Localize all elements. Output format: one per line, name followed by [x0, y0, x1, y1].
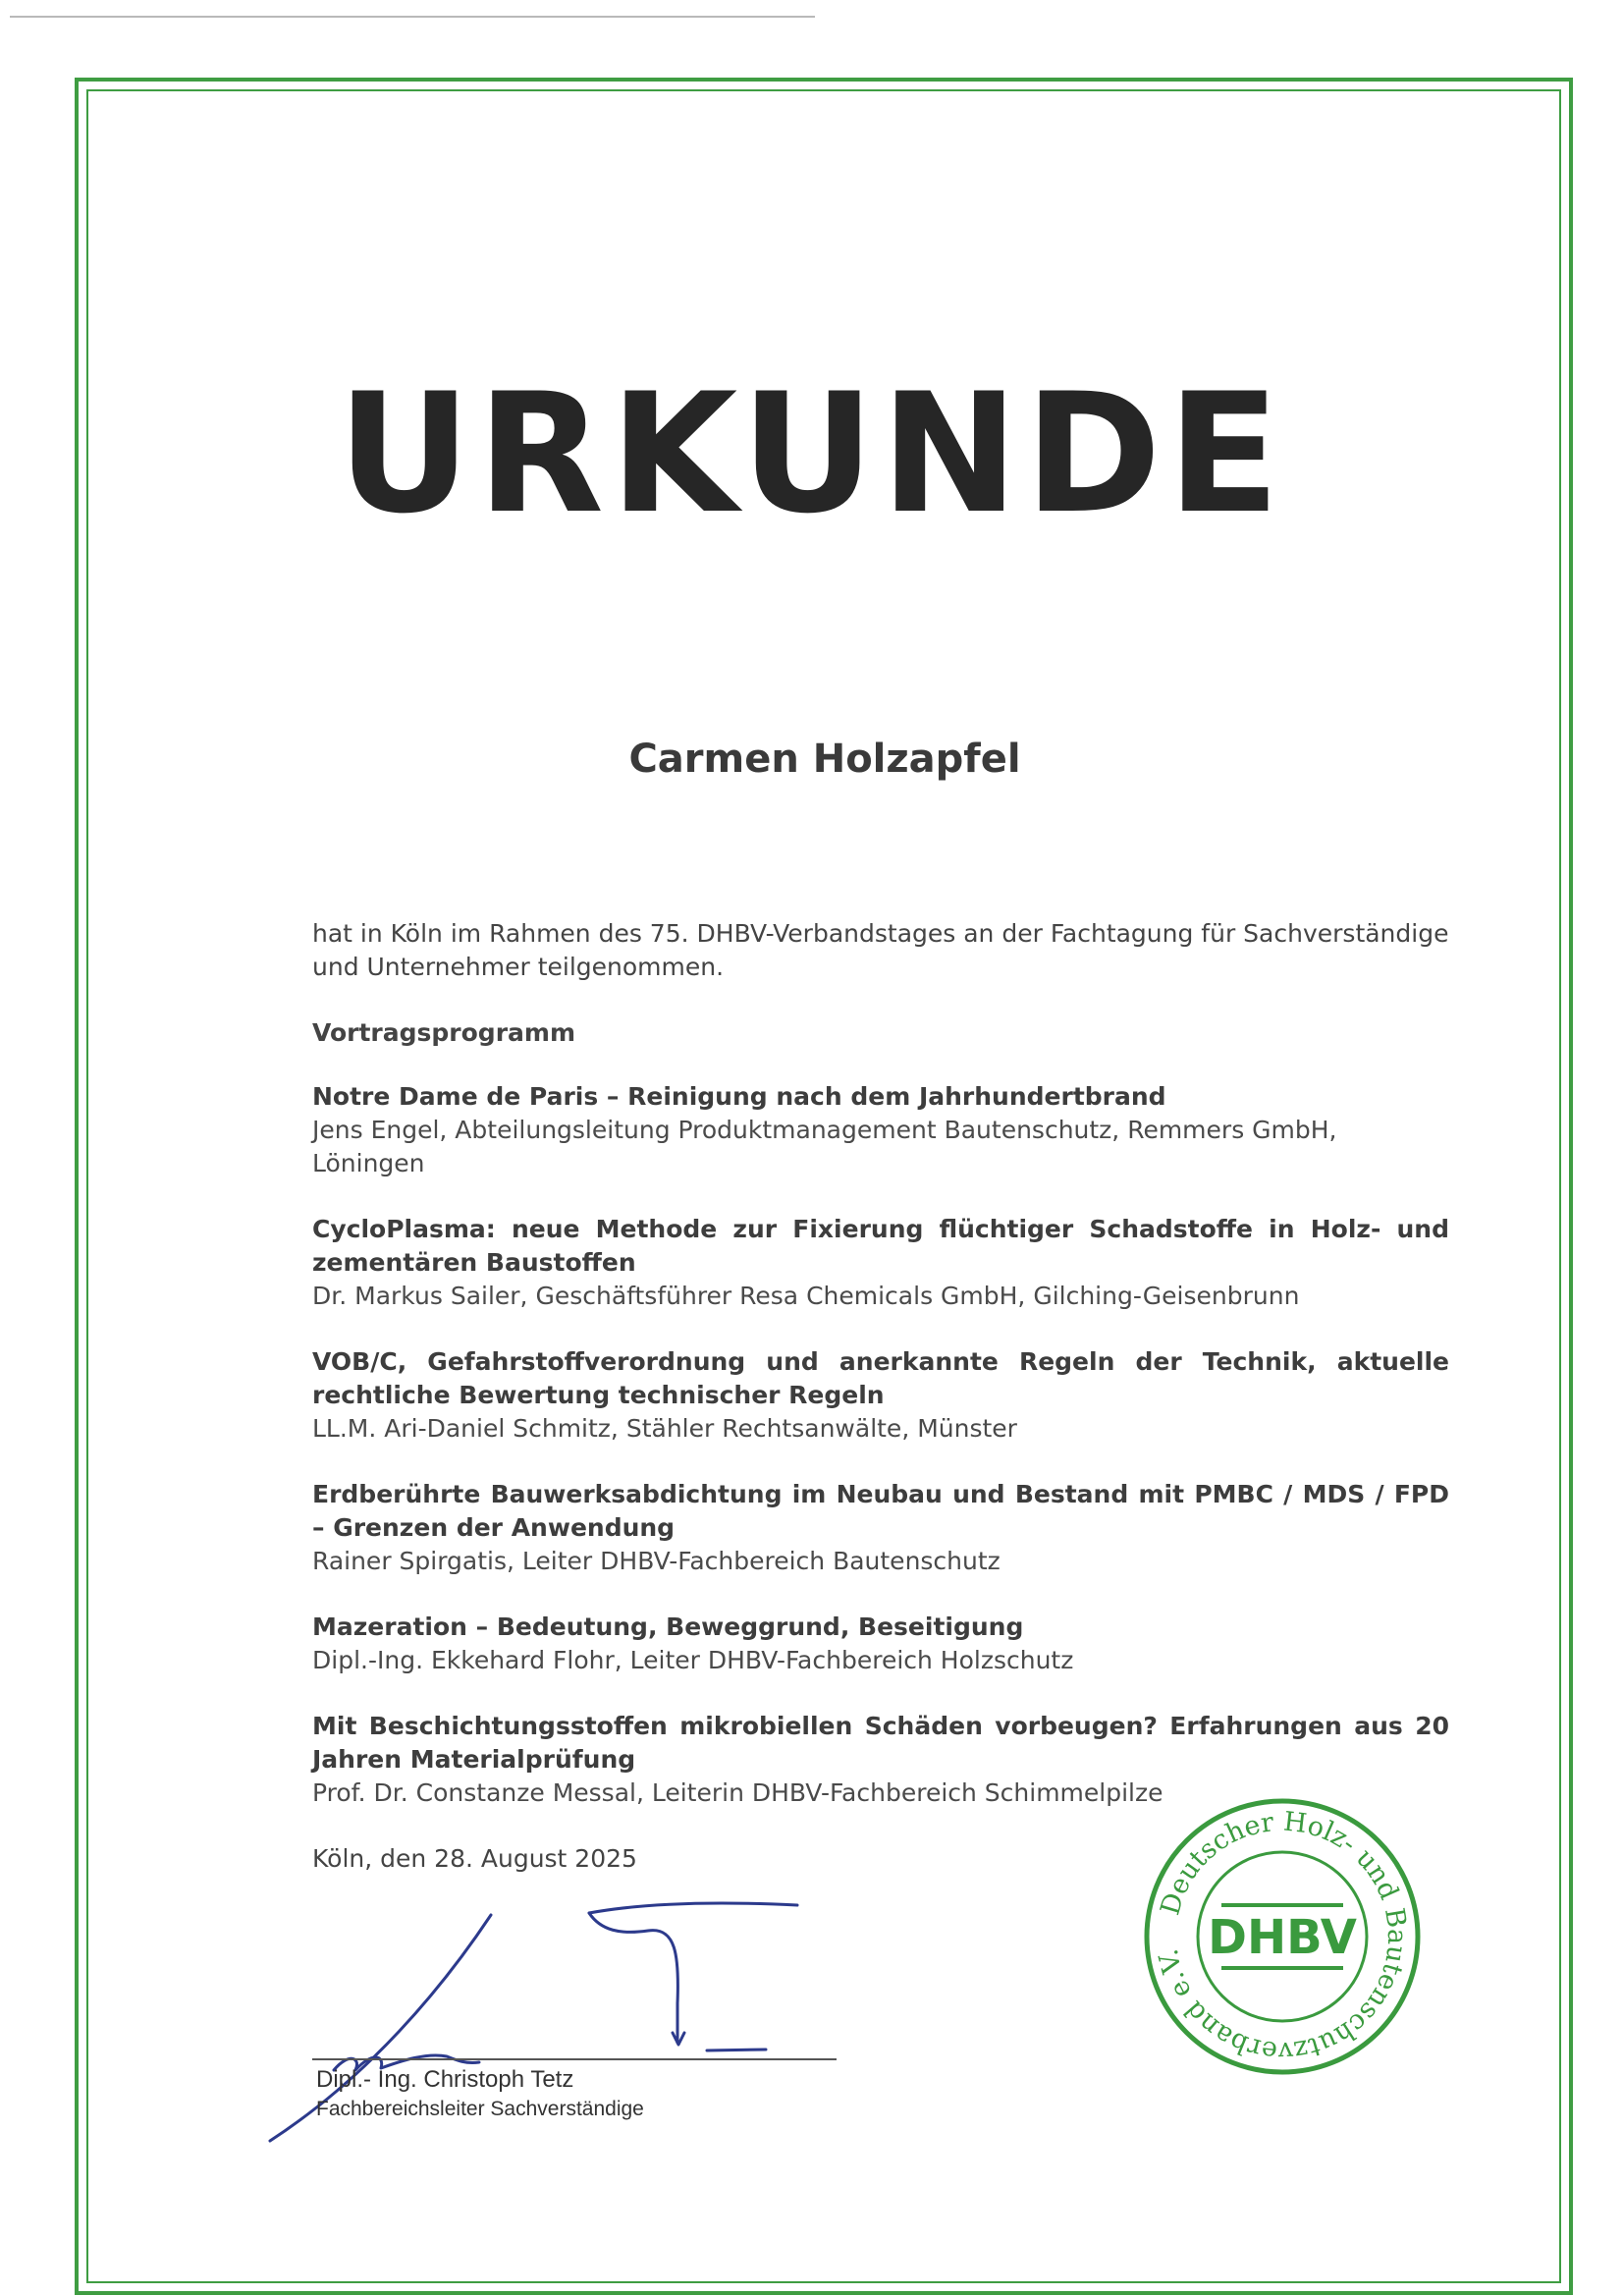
talk-item [312, 1080, 1449, 1180]
talk-title: CycloPlasma: neue Methode zur Fixierung flüchtiger Schadstoffe in Holz- und zementären Baustoffen [312, 1215, 1449, 1277]
talk-item [312, 1345, 1449, 1446]
signer-name: Dipl.- Ing. Christoph Tetz [316, 2066, 574, 2093]
talk-speaker: Jens Engel, Abteilungsleitung Produktmanagement Bautenschutz, Remmers GmbH, Löningen [312, 1116, 1337, 1177]
recipient-name: Carmen Holzapfel [628, 737, 1021, 782]
talk-item [312, 1213, 1449, 1313]
talk-item [312, 1478, 1449, 1578]
seal-abbreviation: DHBV [1208, 1910, 1357, 1965]
talk-speaker: Dr. Markus Sailer, Geschäftsführer Resa Chemicals GmbH, Gilching-Geisenbrunn [312, 1282, 1300, 1310]
talk-item [312, 1611, 1449, 1677]
seal-text: Deutscher Holz- und Bautenschutzverband e.V. [1153, 1806, 1413, 2067]
signer-role: Fachbereichsleiter Sachverständige [316, 2098, 644, 2120]
top-rule [10, 16, 815, 18]
talk-speaker: Rainer Spirgatis, Leiter DHBV-Fachbereich Bautenschutz [312, 1547, 1001, 1575]
talk-speaker: Dipl.-Ing. Ekkehard Flohr, Leiter DHBV-Fachbereich Holzschutz [312, 1646, 1074, 1674]
place-date: Köln, den 28. August 2025 [312, 1844, 637, 1873]
talk-speaker: Prof. Dr. Constanze Messal, Leiterin DHBV-Fachbereich Schimmelpilze [312, 1778, 1163, 1807]
intro-text: hat in Köln im Rahmen des 75. DHBV-Verbandstages an der Fachtagung für Sachverständige und Unternehmer teilgenommen. [312, 919, 1449, 981]
program-heading: Vortragsprogramm [312, 1018, 576, 1047]
dhbv-seal [1135, 1789, 1430, 2084]
talk-title: VOB/C, Gefahrstoffverordnung und anerkannte Regeln der Technik, aktuelle rechtliche Bewertung technischer Regeln [312, 1347, 1449, 1409]
signature-line [312, 2058, 837, 2060]
talk-title: Mit Beschichtungsstoffen mikrobiellen Schäden vorbeugen? Erfahrungen aus 20 Jahren Materialprüfung [312, 1712, 1449, 1774]
talk-title: Erdberührte Bauwerksabdichtung im Neubau und Bestand mit PMBC / MDS / FPD – Grenzen der Anwendung [312, 1480, 1449, 1542]
certificate-title: URKUNDE [337, 357, 1286, 550]
talk-title: Mazeration – Bedeutung, Beweggrund, Beseitigung [312, 1613, 1024, 1641]
talk-title: Notre Dame de Paris – Reinigung nach dem Jahrhundertbrand [312, 1082, 1166, 1111]
certificate-body [312, 917, 1449, 1876]
talk-speaker: LL.M. Ari-Daniel Schmitz, Stähler Rechtsanwälte, Münster [312, 1414, 1017, 1443]
